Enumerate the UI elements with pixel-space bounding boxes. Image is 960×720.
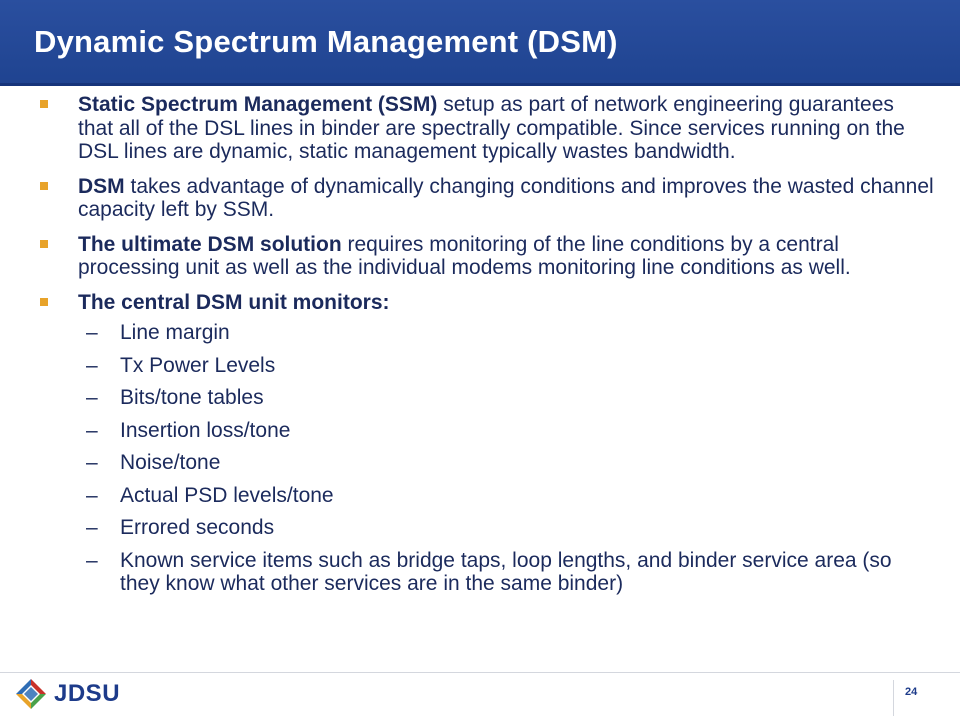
dash-bullet: – <box>86 451 98 474</box>
footer-divider <box>0 672 960 673</box>
square-bullet-icon <box>40 182 48 190</box>
dash-bullet: – <box>86 353 98 377</box>
dash-bullet: – <box>86 483 98 507</box>
bullet-text: takes advantage of dynamically changing conditions and improves the wasted channel capacity left by SSM. <box>78 174 934 221</box>
dash-bullet: – <box>86 321 98 344</box>
title-bar <box>0 0 960 86</box>
page-number-divider <box>893 680 894 716</box>
sub-bullet-item <box>34 321 934 345</box>
jdsu-logo-mark-icon <box>14 677 48 711</box>
sub-bullet-text: Known service items such as bridge taps, loop lengths, and binder service area (so they know what other services are in the same binder) <box>120 548 892 595</box>
jdsu-logo <box>14 676 120 712</box>
bullet-bold-lead: The ultimate DSM solution <box>78 232 342 256</box>
bullet-item <box>34 175 934 222</box>
slide-title: Dynamic Spectrum Management (DSM) <box>34 24 618 59</box>
sub-bullet-text: Line margin <box>120 321 230 344</box>
bullet-item <box>34 291 934 315</box>
sub-bullet-item <box>34 549 934 596</box>
sub-bullet-text: Errored seconds <box>120 516 275 539</box>
sub-bullet-item <box>34 419 934 443</box>
sub-bullet-item <box>34 386 934 410</box>
bullet-item <box>34 233 934 280</box>
bullet-bold-lead: Static Spectrum Management (SSM) <box>78 93 438 116</box>
bullet-text: requires monitoring of the line conditions by a central processing unit as well as the individual modems monitoring line conditions as well. <box>78 232 851 279</box>
logo-wordmark: JDSU <box>54 680 121 707</box>
sub-bullet-item <box>34 484 934 508</box>
dash-bullet: – <box>86 386 98 409</box>
bullet-item <box>34 93 934 164</box>
square-bullet-icon <box>40 100 48 108</box>
sub-bullet-text: Bits/tone tables <box>120 386 264 409</box>
bullet-bold-lead: The central DSM unit monitors: <box>78 290 390 314</box>
bullet-list <box>34 93 934 314</box>
sub-bullet-text: Insertion loss/tone <box>120 418 291 442</box>
sub-bullet-item <box>34 354 934 378</box>
sub-bullet-list <box>34 321 934 596</box>
slide-content <box>34 93 934 605</box>
square-bullet-icon <box>40 240 48 248</box>
dash-bullet: – <box>86 548 98 572</box>
bullet-bold-lead: DSM <box>78 174 125 198</box>
sub-bullet-text: Noise/tone <box>120 451 221 474</box>
dash-bullet: – <box>86 516 98 539</box>
sub-bullet-item <box>34 451 934 475</box>
page-number: 24 <box>905 686 918 698</box>
bullet-text: setup as part of network engineering guarantees that all of the DSL lines in binder are spectrally compatible. Since services running on the DSL lines are dynamic, static management typically wastes bandwidth. <box>78 93 905 163</box>
sub-bullet-text: Actual PSD levels/tone <box>120 483 334 507</box>
sub-bullet-text: Tx Power Levels <box>120 353 276 377</box>
sub-bullet-item <box>34 516 934 540</box>
square-bullet-icon <box>40 298 48 306</box>
dash-bullet: – <box>86 418 98 442</box>
